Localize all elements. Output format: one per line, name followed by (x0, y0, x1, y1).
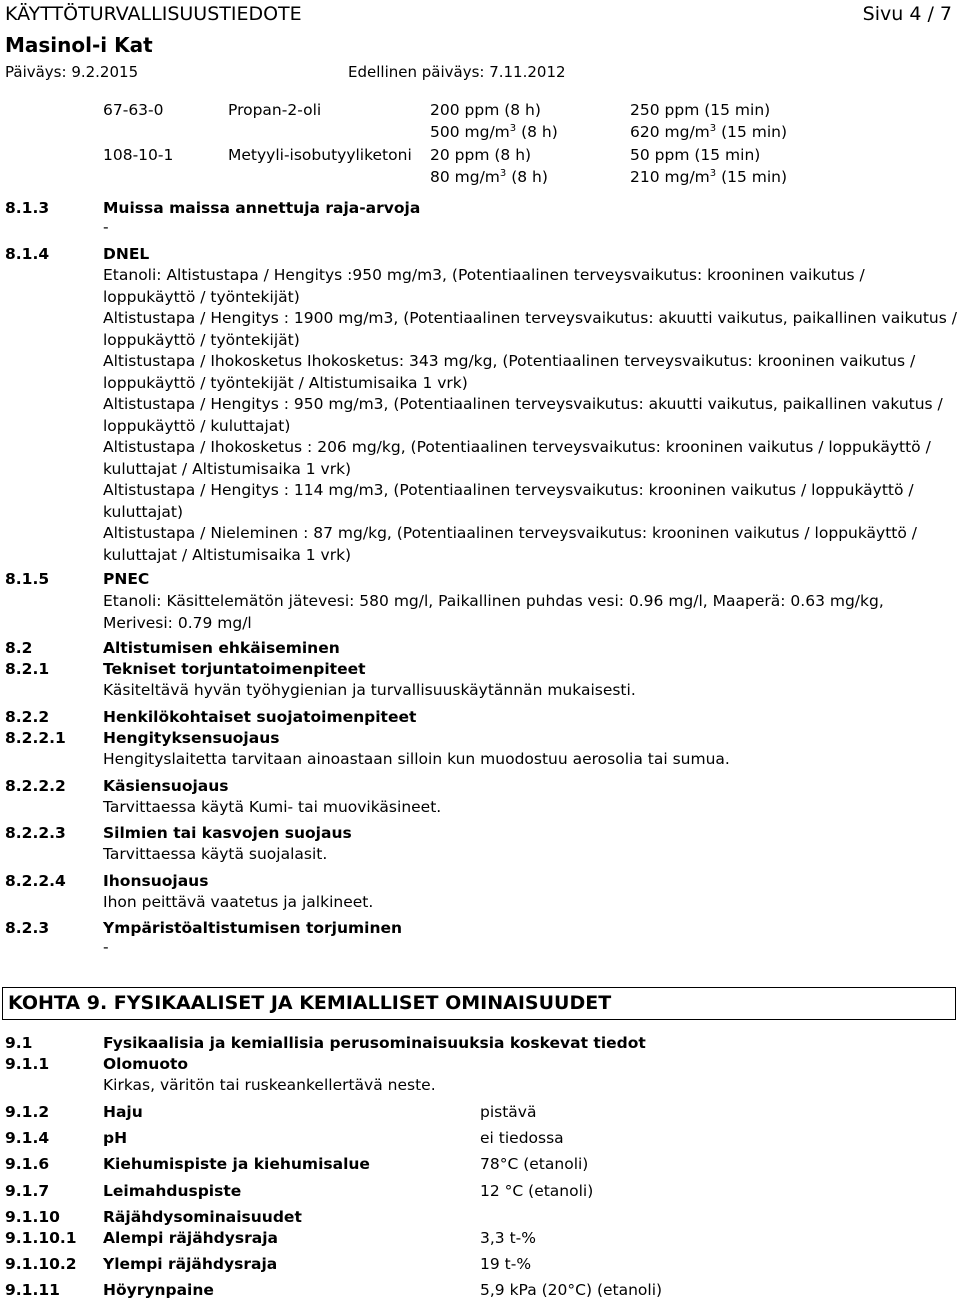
issue-date: Päiväys: 9.2.2015 (5, 63, 139, 81)
section-text: Tarvittaessa käytä suojalasit. (103, 845, 328, 863)
property-number: 9.1.10.1 (5, 1229, 77, 1247)
section-number: 8.1.5 (5, 570, 50, 588)
section-heading: Silmien tai kasvojen suojaus (103, 824, 352, 842)
property-value: 3,3 t-% (480, 1229, 536, 1247)
dnel-entry: Altistustapa / Ihokosketus : 206 mg/kg, (Potentiaalinen terveysvaikutus: krooninen vaikutus / loppukäyttö / kuluttajat / Altistumisaika 1 vrk) (103, 438, 931, 478)
substance-name: Propan-2-oli (228, 101, 322, 119)
section-heading: Olomuoto (103, 1055, 189, 1073)
property-number: 9.1.10 (5, 1208, 60, 1226)
section-text: Tarvittaessa käytä Kumi- tai muovikäsineet. (103, 798, 442, 816)
section-heading: Henkilökohtaiset suojatoimenpiteet (103, 708, 417, 726)
product-name: Masinol-i Kat (5, 33, 153, 57)
property-value: 19 t-% (480, 1255, 532, 1273)
section-text: - (103, 218, 109, 236)
property-number: 9.1.11 (5, 1281, 60, 1299)
stel-ppm: 50 ppm (15 min) (630, 146, 761, 164)
section-text: Kirkas, väritön tai ruskeankellertävä neste. (103, 1076, 436, 1094)
stel-mg: 620 $mg/m^3$ (15 min) (630, 123, 788, 141)
dnel-entry: Altistustapa / Hengitys : 1900 mg/m3, (Potentiaalinen terveysvaikutus: akuutti vaikutus, paikallinen vaikutus / loppukäyttö / työntekijät) (103, 309, 957, 349)
twa-ppm: 20 ppm (8 h) (430, 146, 532, 164)
section-text: Hengityslaitetta tarvitaan ainoastaan silloin kun muodostuu aerosolia tai sumua. (103, 750, 730, 768)
dnel-entry: Etanoli: Altistustapa / Hengitys :950 mg/m3, (Potentiaalinen terveysvaikutus: krooninen vaikutus / loppukäyttö / työntekijät) (103, 266, 865, 306)
dnel-entry: Altistustapa / Ihokosketus Ihokosketus: 343 mg/kg, (Potentiaalinen terveysvaikutus: krooninen vaikutus / loppukäyttö / työntekijät / Altistumisaika 1 vrk) (103, 352, 916, 392)
dnel-entry: Altistustapa / Nieleminen : 87 mg/kg, (Potentiaalinen terveysvaikutus: krooninen vaikutus / loppukäyttö / kuluttajat / Altistumisaika 1 vrk) (103, 524, 918, 564)
dnel-list (103, 265, 958, 566)
property-number: 9.1.10.2 (5, 1255, 77, 1273)
property-label: Räjähdysominaisuudet (103, 1208, 302, 1226)
property-label: Haju (103, 1103, 143, 1121)
property-label: pH (103, 1129, 128, 1147)
previous-date: Edellinen päiväys: 7.11.2012 (348, 63, 566, 81)
section-heading: Käsiensuojaus (103, 777, 229, 795)
property-value: 78°C (etanoli) (480, 1155, 589, 1173)
property-value: 5,9 kPa (20°C) (etanoli) (480, 1281, 663, 1299)
section-heading: PNEC (103, 570, 150, 588)
section-heading: DNEL (103, 245, 150, 263)
page-number: Sivu 4 / 7 (862, 3, 952, 25)
document-title: KÄYTTÖTURVALLISUUSTIEDOTE (5, 3, 302, 25)
section-number: 8.2.1 (5, 660, 50, 678)
section-number: 9.1 (5, 1034, 33, 1052)
dnel-entry: Altistustapa / Hengitys : 950 mg/m3, (Potentiaalinen terveysvaikutus: akuutti vaikutus, paikallinen vakutus / loppukäyttö / kuluttajat) (103, 395, 943, 435)
section-number: 8.2.2.4 (5, 872, 66, 890)
stel-mg: 210 $mg/m^3$ (15 min) (630, 168, 788, 186)
twa-mg: 80 $mg/m^3$ (8 h) (430, 168, 548, 186)
cas-number: 67-63-0 (103, 101, 164, 119)
section-number: 8.2.2.1 (5, 729, 66, 747)
section-number: 8.2.2.2 (5, 777, 66, 795)
property-value: pistävä (480, 1103, 537, 1121)
section-number: 8.2.2 (5, 708, 50, 726)
section-heading: Fysikaalisia ja kemiallisia perusominaisuuksia koskevat tiedot (103, 1034, 646, 1052)
property-value: ei tiedossa (480, 1129, 564, 1147)
cas-number: 108-10-1 (103, 146, 174, 164)
substance-name: Metyyli-isobutyyliketoni (228, 146, 412, 164)
section-text: Käsiteltävä hyvän työhygienian ja turvallisuuskäytännän mukaisesti. (103, 681, 636, 699)
property-value: 12 °C (etanoli) (480, 1182, 594, 1200)
section-number: 8.1.4 (5, 245, 50, 263)
property-label: Kiehumispiste ja kiehumisalue (103, 1155, 370, 1173)
pnec-text: Etanoli: Käsittelemätön jätevesi: 580 mg/l, Paikallinen puhdas vesi: 0.96 mg/l, Maaperä: 0.63 mg/kg, Merivesi: 0.79 mg/l (103, 592, 884, 632)
dnel-entry: Altistustapa / Hengitys : 114 mg/m3, (Potentiaalinen terveysvaikutus: krooninen vaikutus / loppukäyttö / kuluttajat) (103, 481, 914, 521)
section-heading: Hengityksensuojaus (103, 729, 280, 747)
section-number: 8.2.2.3 (5, 824, 66, 842)
twa-mg: 500 $mg/m^3$ (8 h) (430, 123, 558, 141)
property-label: Alempi räjähdysraja (103, 1229, 278, 1247)
property-label: Leimahduspiste (103, 1182, 242, 1200)
property-number: 9.1.6 (5, 1155, 50, 1173)
property-number: 9.1.4 (5, 1129, 50, 1147)
stel-ppm: 250 ppm (15 min) (630, 101, 771, 119)
section-heading: Muissa maissa annettuja raja-arvoja (103, 199, 421, 217)
section-heading: Ympäristöaltistumisen torjuminen (103, 919, 403, 937)
section-number: 8.2.3 (5, 919, 50, 937)
property-number: 9.1.2 (5, 1103, 50, 1121)
section-heading: Ihonsuojaus (103, 872, 209, 890)
property-label: Ylempi räjähdysraja (103, 1255, 278, 1273)
section-text: Ihon peittävä vaatetus ja jalkineet. (103, 893, 374, 911)
section-text: - (103, 938, 109, 956)
section-number: 8.1.3 (5, 199, 50, 217)
property-label: Höyrynpaine (103, 1281, 214, 1299)
property-number: 9.1.7 (5, 1182, 50, 1200)
section-number: 8.2 (5, 639, 33, 657)
section-title: KOHTA 9. FYSIKAALISET JA KEMIALLISET OMINAISUUDET (8, 992, 612, 1014)
section-heading: Altistumisen ehkäiseminen (103, 639, 340, 657)
twa-ppm: 200 ppm (8 h) (430, 101, 541, 119)
section-number: 9.1.1 (5, 1055, 50, 1073)
section-heading: Tekniset torjuntatoimenpiteet (103, 660, 366, 678)
